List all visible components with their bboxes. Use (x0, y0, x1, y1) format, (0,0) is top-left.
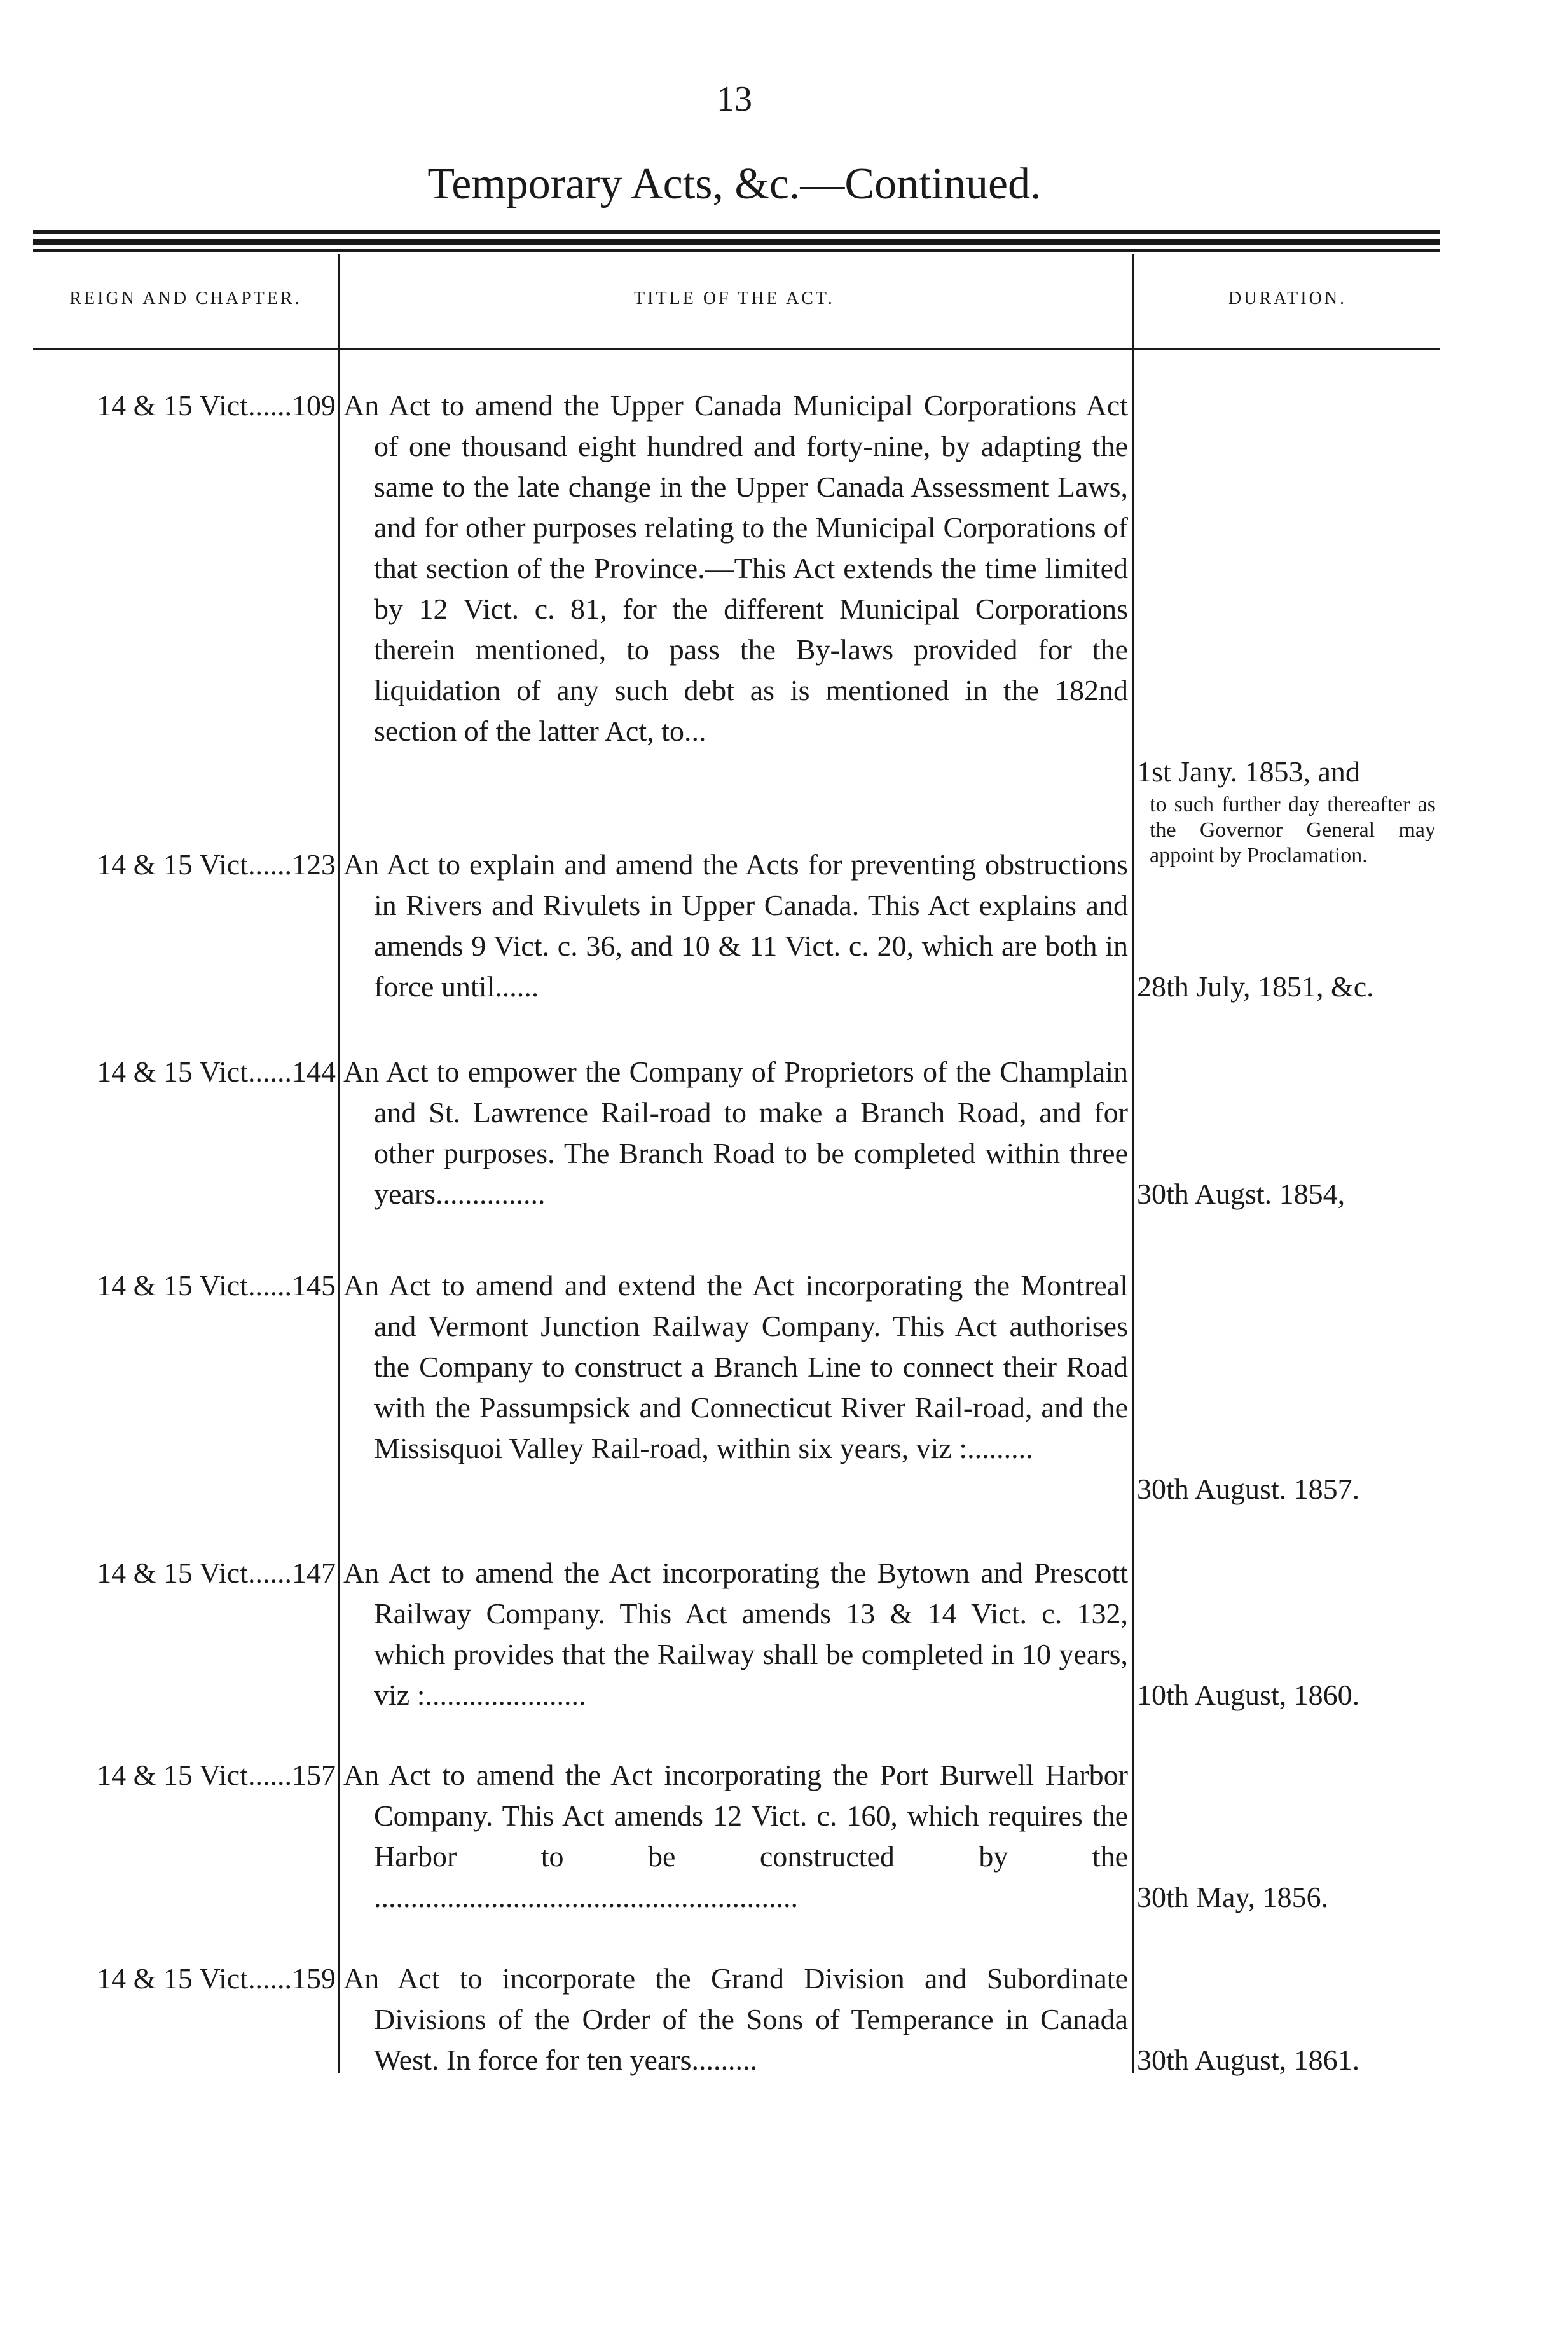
act-title: An Act to incorporate the Grand Division and Subordinate Divisions of the Order of the Sons of Temperance in Canada West. In force for ten years......... (343, 1962, 1128, 2076)
column-header-reign: REIGN AND CHAPTER. (69, 289, 302, 308)
column-header-title: TITLE OF THE ACT. (634, 289, 835, 308)
reign-chapter: 14 & 15 Vict......159 (97, 1962, 336, 1995)
reign-chapter: 14 & 15 Vict......145 (97, 1269, 336, 1302)
reign-chapter: 14 & 15 Vict......123 (97, 848, 336, 881)
reign-chapter: 14 & 15 Vict......147 (97, 1557, 336, 1589)
duration: 30th Augst. 1854, (1137, 1178, 1345, 1210)
act-title: An Act to empower the Company of Proprietors of the Champlain and St. Lawrence Rail-road to make a Branch Road, and for other purposes. The Branch Road to be completed within three years............... (343, 1055, 1128, 1210)
top-rule-thick (33, 239, 1440, 245)
reign-chapter: 14 & 15 Vict......144 (97, 1055, 336, 1088)
duration: 28th July, 1851, &c. (1137, 970, 1374, 1003)
duration: 1st Jany. 1853, and (1137, 755, 1360, 788)
reign-chapter: 14 & 15 Vict......157 (97, 1759, 336, 1791)
act-title: An Act to amend the Act incorporating the Port Burwell Harbor Company. This Act amends 12 Vict. c. 160, which requires the Harbor to be constructed by the .......................................................... (343, 1759, 1128, 1913)
header-bottom-rule (33, 348, 1440, 350)
duration: 30th August, 1861. (1137, 2044, 1360, 2076)
page-heading: Temporary Acts, &c.—Continued. (427, 160, 1042, 209)
duration-note: to such further day thereafter as the Governor General may appoint by Proclamation. (1150, 793, 1436, 867)
duration: 30th August. 1857. (1137, 1473, 1360, 1505)
top-rule-thin (33, 249, 1440, 252)
act-title: An Act to amend the Upper Canada Municipal Corporations Act of one thousand eight hundred and forty-nine, by adapting the same to the late change in the Upper Canada Assessment Laws, and for other purposes relating to the Municipal Corporations of that section of the Province.—This Act extends the time limited by 12 Vict. c. 81, for the different Municipal Corporations therein mentioned, to pass the By-laws provided for the liquidation of any such debt as is mentioned in the 182nd section of the latter Act, to... (343, 389, 1128, 747)
page-number: 13 (717, 79, 752, 119)
reign-chapter: 14 & 15 Vict......109 (97, 389, 336, 422)
duration: 30th May, 1856. (1137, 1881, 1329, 1913)
act-title: An Act to amend and extend the Act incorporating the Montreal and Vermont Junction Railway Company. This Act authorises the Company to construct a Branch Line to connect their Road with the Passumpsick and Connecticut River Rail-road, and the Missisquoi Valley Rail-road, within six years, viz :......... (343, 1269, 1128, 1464)
act-title: An Act to amend the Act incorporating the Bytown and Prescott Railway Company. This Act amends 13 & 14 Vict. c. 132, which provides that the Railway shall be completed in 10 years, viz :...................... (343, 1557, 1128, 1711)
top-rule (33, 230, 1440, 234)
act-title: An Act to explain and amend the Acts for preventing obstructions in Rivers and Rivulets in Upper Canada. This Act explains and amends 9 Vict. c. 36, and 10 & 11 Vict. c. 20, which are both in force until...... (343, 848, 1128, 1003)
column-divider-2 (1132, 254, 1134, 2073)
column-header-duration: DURATION. (1228, 289, 1347, 308)
column-divider-1 (338, 254, 340, 2073)
duration: 10th August, 1860. (1137, 1679, 1360, 1711)
